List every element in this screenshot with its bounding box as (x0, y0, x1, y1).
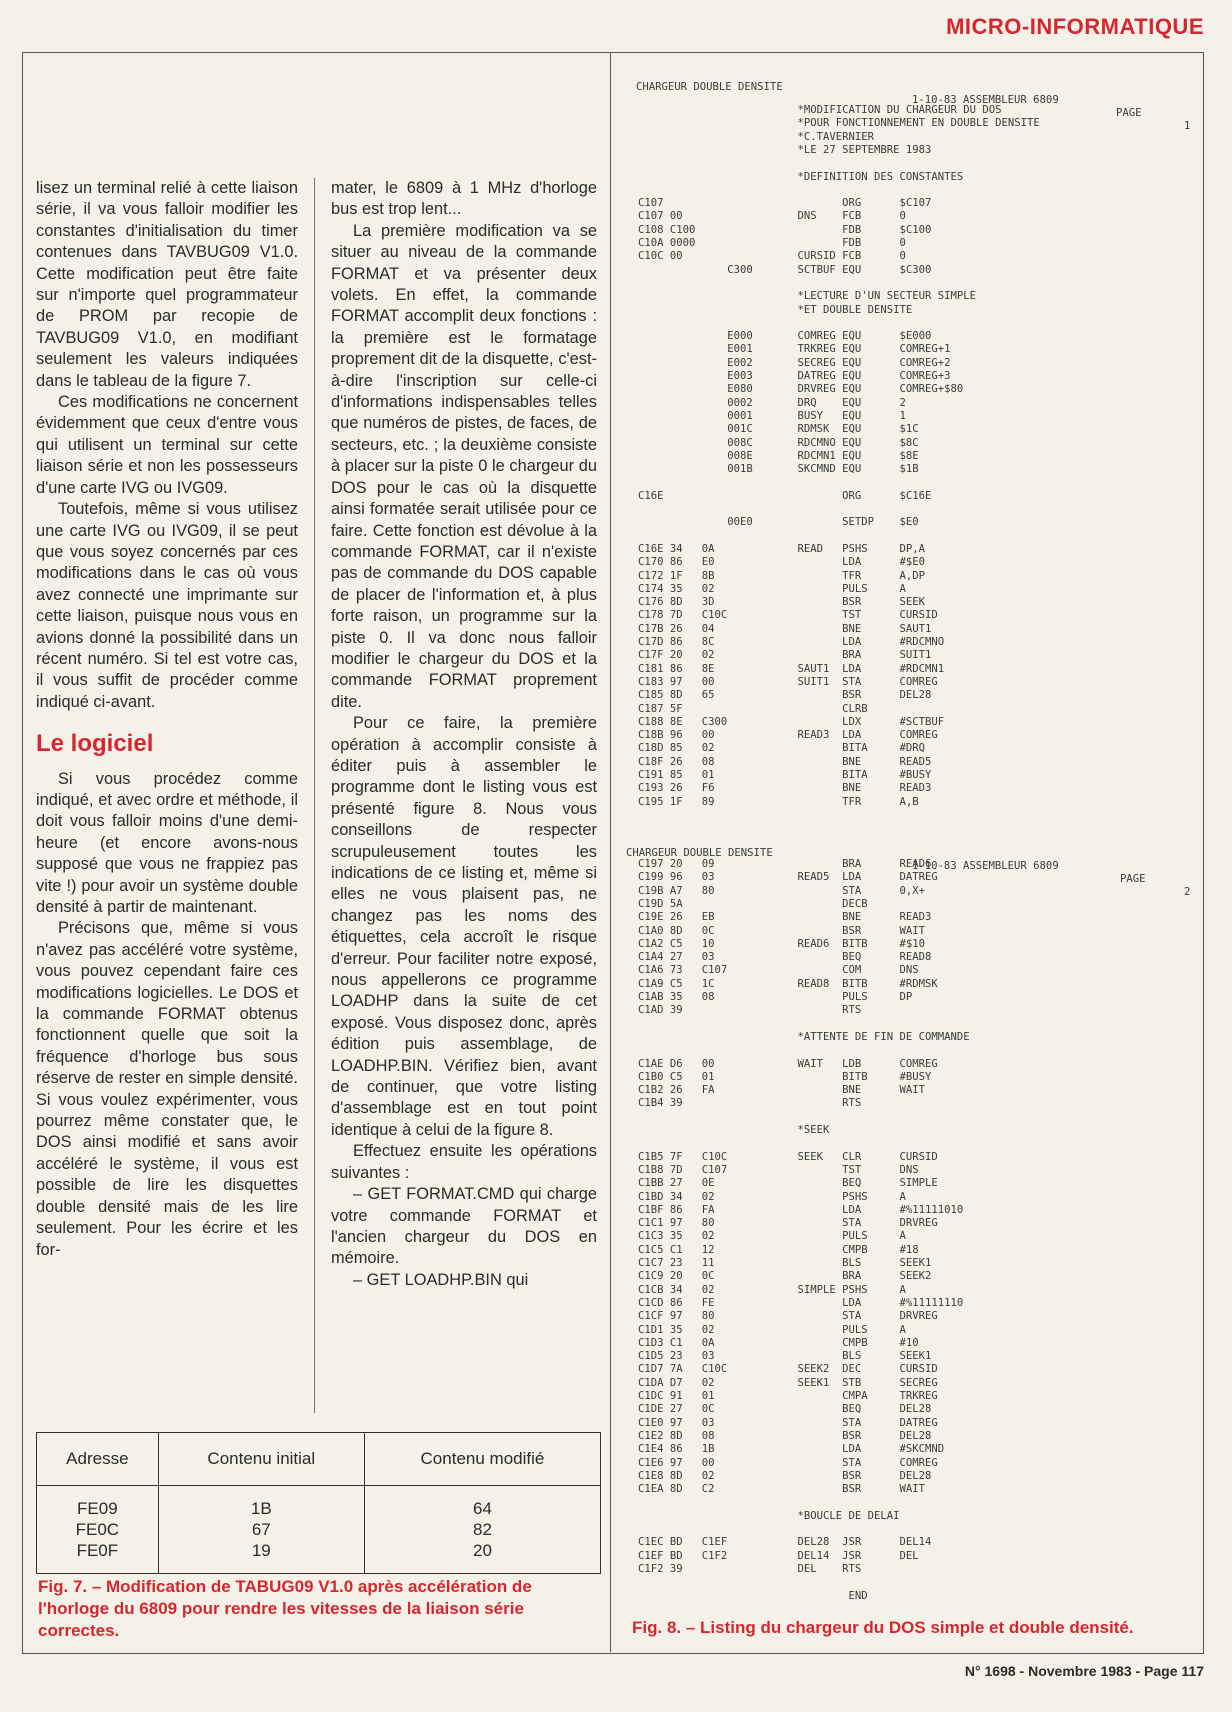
listing-line: E001 TRKREG EQU COMREG+1 (638, 343, 951, 356)
listing-line: C1B0 C5 01 BITB #BUSY (638, 1070, 932, 1083)
listing-line: *SEEK (638, 1124, 830, 1136)
paragraph: lisez un terminal relié à cette liaison série, il va vous falloir modifier les constantes d'initialisation du timer contenues dans TAVBUG09 V1.0. Cette modification peut être faite sur n'importe quel programmateur de PROM par recopie de TAVBUG09 V1.0, en modifiant seulement les valeurs indiquées dans le tableau de la figure 7. (36, 179, 298, 390)
listing-page-label: PAGE (1116, 107, 1142, 119)
table-cell: 20 (364, 1540, 600, 1561)
article-column-2 (331, 178, 597, 1291)
listing-line: E002 SECREG EQU COMREG+2 (638, 356, 951, 369)
listing-line: C187 5F CLRB (638, 702, 868, 715)
table-header: Contenu initial (158, 1433, 364, 1486)
listing-line: C19D 5A DECB (638, 897, 868, 910)
listing-line: C1AD 39 RTS (638, 1004, 862, 1017)
paragraph: Ces modifications ne concernent évidemment que ceux d'entre vous qui utilisent un terminal sur cette liaison série et non les possesseurs d'une carte IVG ou IVG09. (36, 393, 298, 497)
listing-line: C17F 20 02 BRA SUIT1 (638, 649, 932, 662)
table-header: Adresse (37, 1433, 159, 1486)
listing-line: *DEFINITION DES CONSTANTES (638, 170, 964, 183)
listing-line: C107 00 DNS FCB 0 (638, 210, 906, 223)
listing-line: *C.TAVERNIER (638, 130, 874, 143)
listing-line: C188 8E C300 LDX #SCTBUF (638, 715, 945, 728)
listing-line: C1A0 8D 0C BSR WAIT (638, 924, 926, 937)
listing-line: C108 C100 FDB $C100 (638, 223, 932, 236)
table-row (37, 1540, 601, 1561)
fig7-caption: Fig. 7. – Modification de TABUG09 V1.0 après accélération de l'horloge du 6809 pour rendre les vitesses de la liaison série correctes. (38, 1577, 532, 1640)
listing-line: C1CB 34 02 SIMPLE PSHS A (638, 1283, 906, 1296)
listing-line: C1A2 C5 10 READ6 BITB #$10 (638, 937, 926, 950)
listing-line: C18F 26 08 BNE READ5 (638, 755, 932, 768)
paragraph: Précisons que, même si vous n'avez pas accéléré votre système, vous pouvez cependant faire ces modifications logicielles. Le DOS et la commande FORMAT obtenus fonctionnent quelle que soit la fréquence d'horloge bus sous réserve de rester en simple densité. Si vous voulez expérimenter, vous pourrez même constater que, le DOS ainsi modifié et sans avoir accéléré le système, il vous est possible de lire les disquettes double densité mais de les lire seulement. Pour les écrire et les for- (36, 919, 298, 1259)
listing-line: C1AE D6 00 WAIT LDB COMREG (638, 1057, 938, 1070)
listing-line: C1EC BD C1EF DEL28 JSR DEL14 (638, 1536, 932, 1549)
listing-line: *LE 27 SEPTEMBRE 1983 (638, 143, 932, 156)
listing-title: CHARGEUR DOUBLE DENSITE (626, 847, 773, 859)
listing-line: C1E6 97 00 STA COMREG (638, 1456, 938, 1469)
listing-line: C183 97 00 SUIT1 STA COMREG (638, 675, 938, 688)
table-row (37, 1519, 601, 1540)
listing-line: 0002 DRQ EQU 2 (638, 396, 906, 409)
listing-line: 008C RDCMNO EQU $8C (638, 436, 919, 449)
listing-line: C1BF 86 FA LDA #%11111010 (638, 1203, 964, 1216)
listing-line: C1DE 27 0C BEQ DEL28 (638, 1403, 932, 1416)
listing-line: C1F2 39 DEL RTS (638, 1562, 862, 1575)
listing-line: C1A4 27 03 BEQ READ8 (638, 951, 932, 964)
frame-divider (610, 52, 611, 1652)
table-cell: FE09 (37, 1498, 159, 1519)
listing-line: C1A6 73 C107 COM DNS (638, 964, 919, 977)
listing-line: C181 86 8E SAUT1 LDA #RDCMN1 (638, 662, 945, 675)
listing-line: C10A 0000 FDB 0 (638, 237, 906, 249)
paragraph: Effectuez ensuite les opérations suivantes : (331, 1142, 597, 1182)
section-heading: Le logiciel (36, 730, 154, 758)
table-cell: 64 (364, 1498, 600, 1519)
paragraph: La première modification va se situer au niveau de la commande FORMAT et va présenter deux volets. En effet, la commande FORMAT accomplit deux fonctions : la première est le formatage proprement dit de la disquette, c'est-à-dire l'inscription sur celle-ci d'informations indispensables telles que numéros de pistes, de faces, de secteurs, etc. ; la deuxième consiste à placer sur la piste 0 le chargeur du DOS pour le cas où la disquette ainsi formatée serait utilisée pour ce faire. Cette fonction est dévolue à la commande FORMAT, car il n'existe pas de commande du DOS capable de placer de l'information et, à plus forte raison, un programme sur la piste 0. Il va donc nous falloir modifier le chargeur du DOS et la commande FORMAT proprement dite. (331, 221, 597, 711)
page-footer: N° 1698 - Novembre 1983 - Page 117 (964, 1663, 1204, 1679)
listing-line: 00E0 SETDP $E0 (638, 516, 919, 529)
table-cell: 1B (158, 1498, 364, 1519)
table-cell: FE0C (37, 1519, 159, 1540)
paragraph: Toutefois, même si vous utilisez une carte IVG ou IVG09, il se peut que vous soyez concernés par ces modifications dans le cas où vous avez connecté une imprimante sur cette liaison, puisque nous vous en avions donné la possibilité dans un récent numéro. Si tel est votre cas, il vous suffit de procéder comme indiqué ci-avant. (36, 500, 298, 711)
listing-line: END (638, 1589, 868, 1602)
table-cell: 67 (158, 1519, 364, 1540)
listing-line: C1B4 39 RTS (638, 1097, 862, 1110)
listing-line: C1A9 C5 1C READ8 BITB #RDMSK (638, 977, 938, 990)
listing-line: C1D7 7A C10C SEEK2 DEC CURSID (638, 1363, 938, 1376)
listing-line: C195 1F 89 TFR A,B (638, 795, 919, 808)
listing-line: C1DC 91 01 CMPA TRKREG (638, 1390, 938, 1402)
listing-line: *BOUCLE DE DELAI (638, 1509, 900, 1522)
listing-line: C1D1 35 02 PULS A (638, 1323, 906, 1336)
table-row (37, 1498, 601, 1519)
listing-line: C174 35 02 PULS A (638, 582, 906, 595)
listing-line: C300 SCTBUF EQU $C300 (638, 263, 932, 276)
listing-line: C1E4 86 1B LDA #SKCMND (638, 1443, 945, 1456)
table-header: Contenu modifié (364, 1433, 600, 1486)
listing-line: C16E ORG $C16E (638, 489, 932, 502)
listing-line: C170 86 E0 LDA #$E0 (638, 556, 926, 569)
listing-line: C1D3 C1 0A CMPB #10 (638, 1336, 919, 1349)
listing-page-number: 1 (1184, 120, 1191, 132)
listing-line: C18D 85 02 BITA #DRQ (638, 742, 926, 755)
listing-line: *MODIFICATION DU CHARGEUR DU DOS (638, 104, 1002, 116)
listing-line: *LECTURE D'UN SECTEUR SIMPLE (638, 290, 977, 303)
paragraph: Pour ce faire, la première opération à accomplir consiste à éditer puis à assembler le programme dont le listing vous est présenté figure 8. Nous vous conseillons de respecter scrupuleusement toutes les indications de ce listing et, même si elles ne vous plaisent pas, ne changez pas les noms des étiquettes, cela accroît le risque d'erreur. Pour faciliter notre exposé, nous appellerons ce programme LOADHP dans la suite de cet exposé. Vous disposez donc, après édition puis assemblage, de LOADHP.BIN. Vérifiez bien, avant de continuer, que votre listing d'assemblage est en tout point identique à celui de la figure 8. (331, 714, 597, 1139)
article-column-1 (36, 178, 298, 1261)
listing-line: C1EA 8D C2 BSR WAIT (638, 1483, 926, 1496)
table-cell: 19 (158, 1540, 364, 1561)
listing-date: 1-10-83 ASSEMBLEUR 6809 (912, 860, 1059, 872)
listing-page-number: 2 (1184, 886, 1191, 898)
listing-line: C1C1 97 80 STA DRVREG (638, 1217, 938, 1230)
listing-line: C18B 96 00 READ3 LDA COMREG (638, 729, 938, 742)
listing-line: C1BD 34 02 PSHS A (638, 1190, 906, 1203)
listing-line: C1E2 8D 08 BSR DEL28 (638, 1429, 932, 1442)
listing-line: 001B SKCMND EQU $1B (638, 463, 919, 476)
listing-line: C191 85 01 BITA #BUSY (638, 769, 932, 781)
listing-line: C1CD 86 FE LDA #%11111110 (638, 1296, 964, 1309)
listing-line: C1E8 8D 02 BSR DEL28 (638, 1469, 932, 1482)
listing-line: C17D 86 8C LDA #RDCMNO (638, 636, 945, 648)
listing-line: C19E 26 EB BNE READ3 (638, 911, 932, 924)
table-cell: FE0F (37, 1540, 159, 1561)
listing-date: 1-10-83 ASSEMBLEUR 6809 (912, 94, 1059, 106)
listing-line: C1B2 26 FA BNE WAIT (638, 1084, 926, 1097)
listing-line: *ATTENTE DE FIN DE COMMANDE (638, 1030, 970, 1043)
listing-line: C1DA D7 02 SEEK1 STB SECREG (638, 1376, 938, 1389)
listing-line: 008E RDCMN1 EQU $8E (638, 449, 919, 462)
listing-line: C107 ORG $C107 (638, 197, 932, 210)
listing-line: C1B8 7D C107 TST DNS (638, 1163, 919, 1176)
listing-line: *ET DOUBLE DENSITE (638, 303, 913, 316)
listing-line: C199 96 03 READ5 LDA DATREG (638, 871, 938, 884)
paragraph: – GET FORMAT.CMD qui charge votre commande FORMAT et l'ancien chargeur du DOS en mémoire. (331, 1185, 597, 1268)
listing-line: *POUR FONCTIONNEMENT EN DOUBLE DENSITE (638, 117, 1040, 130)
listing-line: C1BB 27 0E BEQ SIMPLE (638, 1177, 938, 1190)
listing-line: C197 20 09 BRA READ6 (638, 858, 932, 870)
listing-line: C10C 00 CURSID FCB 0 (638, 250, 906, 263)
listing-line: E080 DRVREG EQU COMREG+$80 (638, 383, 964, 396)
listing-line: C1CF 97 80 STA DRVREG (638, 1310, 938, 1323)
listing-line: C178 7D C10C TST CURSID (638, 609, 938, 622)
listing-line: C185 8D 65 BSR DEL28 (638, 689, 932, 702)
fig8-caption: Fig. 8. – Listing du chargeur du DOS simple et double densité. (632, 1618, 1134, 1637)
listing-line: 0001 BUSY EQU 1 (638, 409, 906, 422)
listing-line: C1B5 7F C10C SEEK CLR CURSID (638, 1150, 938, 1163)
paragraph: mater, le 6809 à 1 MHz d'horloge bus est trop lent... (331, 179, 597, 219)
table-cell: 82 (364, 1519, 600, 1540)
assembly-listing (626, 66, 1194, 1626)
listing-line: C1EF BD C1F2 DEL14 JSR DEL (638, 1549, 919, 1562)
listing-line: C1C5 C1 12 CMPB #18 (638, 1243, 919, 1256)
section-header: MICRO-INFORMATIQUE (946, 14, 1204, 39)
listing-line: C1C7 23 11 BLS SEEK1 (638, 1257, 932, 1269)
listing-line: C1AB 35 08 PULS DP (638, 991, 913, 1003)
listing-line: C16E 34 0A READ PSHS DP,A (638, 542, 926, 555)
listing-line: E003 DATREG EQU COMREG+3 (638, 370, 951, 382)
listing-line: C193 26 F6 BNE READ3 (638, 782, 932, 795)
fig7-table (36, 1432, 601, 1574)
listing-line: C176 8D 3D BSR SEEK (638, 596, 926, 609)
listing-line: C1C9 20 0C BRA SEEK2 (638, 1270, 932, 1283)
listing-line: C19B A7 80 STA 0,X+ (638, 884, 926, 897)
table-header-row (37, 1433, 601, 1486)
listing-line: C1D5 23 03 BLS SEEK1 (638, 1350, 932, 1363)
paragraph: – GET LOADHP.BIN qui (353, 1270, 529, 1289)
listing-title: CHARGEUR DOUBLE DENSITE (636, 81, 783, 93)
listing-line: C172 1F 8B TFR A,DP (638, 569, 926, 582)
listing-line: 001C RDMSK EQU $1C (638, 423, 919, 436)
listing-line: C17B 26 04 BNE SAUT1 (638, 622, 932, 635)
listing-line: E000 COMREG EQU $E000 (638, 330, 932, 343)
column-divider (314, 178, 315, 1413)
listing-line: C1C3 35 02 PULS A (638, 1230, 906, 1243)
listing-page-label: PAGE (1120, 873, 1146, 885)
listing-line: C1E0 97 03 STA DATREG (638, 1416, 938, 1429)
paragraph: Si vous procédez comme indiqué, et avec ordre et méthode, il doit vous falloir moins d'une demi-heure (et encore avons-nous supposé que vous ne frappiez pas vite !) pour avoir un système double densité à partir de maintenant. (36, 769, 298, 916)
